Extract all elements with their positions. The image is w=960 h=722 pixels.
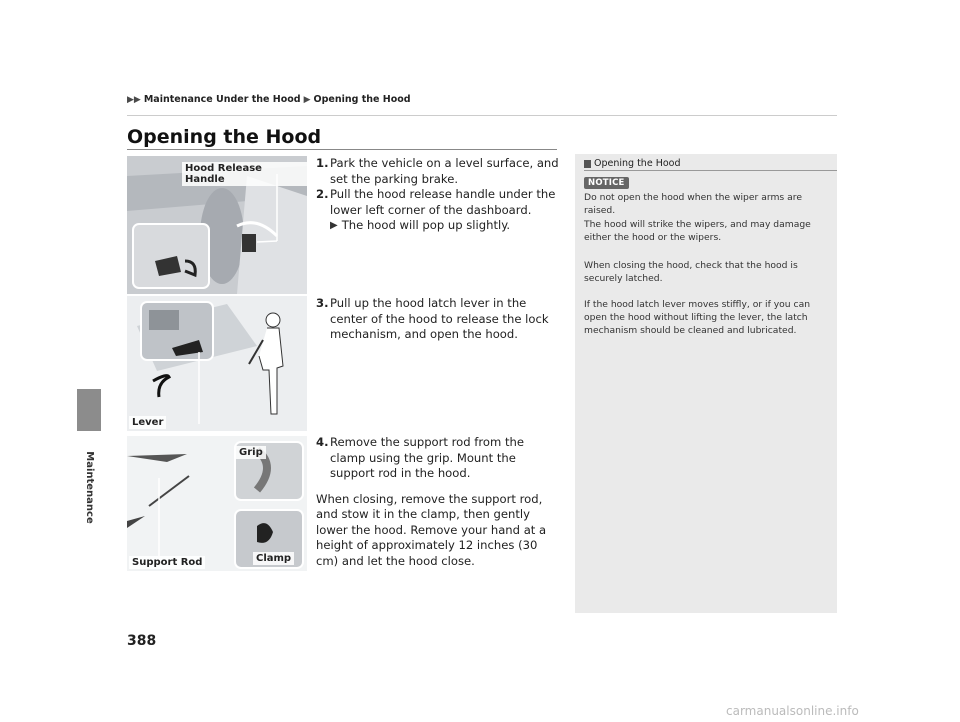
step-4 [316,435,561,482]
notice-text-4: If the hood latch lever moves stiffly, or if you can open the hood without lifting the lever, the latch mechanism should be cleaned and lubricated. [584,299,811,336]
lever-label: Lever [129,416,166,429]
breadcrumb-part2[interactable]: Opening the Hood [313,94,411,105]
step-group-1 [316,156,561,234]
section-tab [77,389,101,431]
notice-text-3: When closing the hood, check that the hood is securely latched. [584,260,798,284]
result-arrow-icon: ▶ [330,220,338,231]
section-label-text: Maintenance [83,450,95,524]
result-text: The hood will pop up slightly. [341,218,511,232]
notes-divider [584,170,837,171]
step-3 [316,296,561,343]
hood-release-illustration [127,156,307,294]
reference-icon [584,160,591,168]
hood-latch-drawing [127,296,307,431]
step-2 [316,187,561,218]
support-rod-drawing [127,436,307,571]
notes-heading [584,158,681,169]
breadcrumb-arrow-icon: ▶ [303,94,311,105]
page-title: Opening the Hood [127,126,322,148]
page-number: 388 [127,633,157,649]
step-number: 1. [316,156,329,170]
closing-instructions: When closing, remove the support rod, and stow it in the clamp, then gently lower the hood. Remove your hand at a height of approximately 12 inches (30 cm) and let the hood close. [316,491,547,568]
breadcrumb-arrow-icon: ▶▶ [127,94,141,105]
title-divider [127,149,557,150]
notes-heading-text: Opening the Hood [594,158,681,169]
step-group-2 [316,296,561,343]
support-rod-label: Support Rod [129,556,205,569]
step-text: Park the vehicle on a level surface, and set the parking brake. [330,156,559,186]
header-divider [127,115,837,116]
breadcrumb-part1[interactable]: Maintenance Under the Hood [143,94,301,105]
notice-badge: NOTICE [584,177,629,189]
section-label [77,432,101,542]
support-rod-illustration [127,436,307,571]
step-text: Pull the hood release handle under the lower left corner of the dashboard. [330,187,556,217]
breadcrumb [127,94,411,105]
step-number: 3. [316,296,329,310]
step-text: Remove the support rod from the clamp using the grip. Mount the support rod in the hood. [330,435,524,480]
watermark: carmanualsonline.info [726,704,859,718]
step-text: Pull up the hood latch lever in the center of the hood to release the lock mechanism, and open the hood. [330,296,549,341]
step-group-3 [316,435,561,569]
step-number: 2. [316,187,329,201]
hood-latch-illustration [127,296,307,431]
clamp-label: Clamp [253,552,294,565]
step-1 [316,156,561,187]
step-2-result [330,218,561,234]
notice-text-1: Do not open the hood when the wiper arms are raised. [584,192,802,216]
notice-text-2: The hood will strike the wipers, and may damage either the hood or the wipers. [584,219,811,243]
step-number: 4. [316,435,329,449]
hood-release-handle-label: Hood Release Handle [182,162,307,186]
grip-label: Grip [236,446,266,459]
